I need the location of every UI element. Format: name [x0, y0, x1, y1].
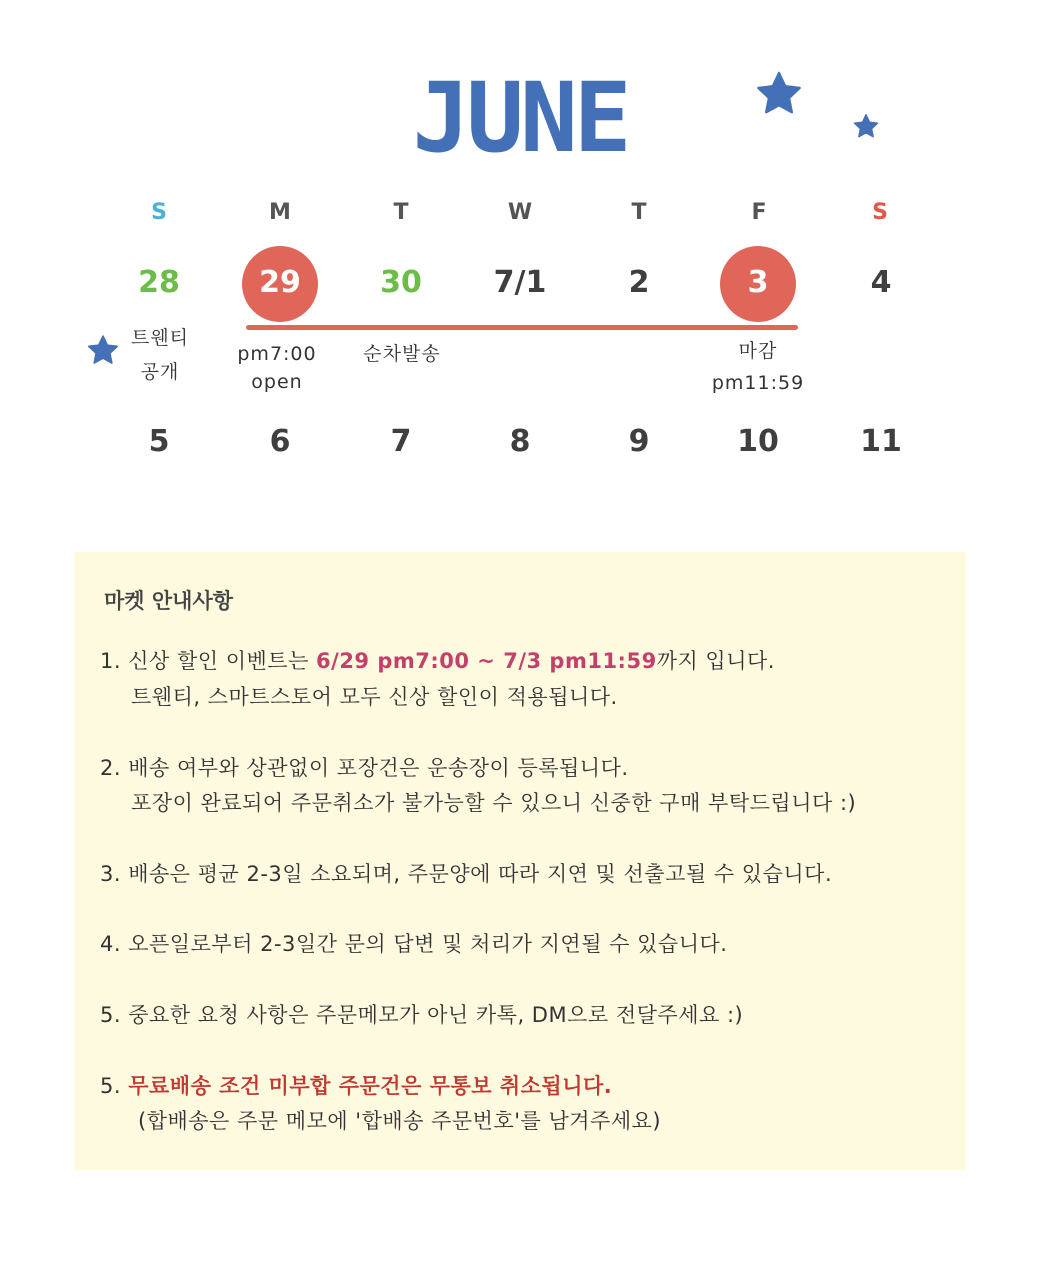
event-range-line: [246, 325, 798, 330]
notice-title: 마켓 안내사항: [104, 589, 234, 613]
notice-item-6-line2: (합배송은 주문 메모에 '합배송 주문번호'를 남겨주세요): [138, 1109, 662, 1133]
date-cell: 5: [148, 424, 170, 459]
date-cell: 30: [380, 265, 422, 300]
notice-item-4: 4. 오픈일로부터 2-3일간 문의 답변 및 처리가 지연될 수 있습니다.: [100, 932, 728, 956]
star-icon: [852, 113, 880, 140]
date-cell: 6: [269, 424, 291, 459]
note-text: pm11:59: [711, 372, 805, 394]
star-icon: [754, 70, 804, 118]
date-cell: 3: [747, 265, 769, 300]
warning-text: 무료배송 조건 미부합 주문건은 무통보 취소됩니다.: [128, 1074, 613, 1098]
date-cell: 4: [870, 265, 892, 300]
notice-text: 1. 신상 할인 이벤트는: [100, 649, 317, 673]
weekday-mon: M: [269, 200, 291, 225]
note-sun: [115, 324, 205, 386]
note-text: 트웬티: [130, 327, 190, 349]
date-cell: 11: [860, 424, 902, 459]
weekday-fri: F: [751, 200, 767, 225]
notice-item-2: 2. 배송 여부와 상관없이 포장건은 운송장이 등록됩니다.: [100, 756, 629, 780]
weekday-wed: W: [507, 200, 533, 225]
note-text: open: [251, 371, 303, 393]
weekday-thu: T: [631, 200, 647, 225]
notice-item-1: [100, 645, 775, 675]
date-cell: 7/1: [493, 265, 547, 300]
notice-item-2-line2: 포장이 완료되어 주문취소가 불가능할 수 있으니 신중한 구매 부탁드립니다 :): [131, 791, 857, 815]
date-cell: 28: [138, 265, 180, 300]
notice-item-5: 5. 중요한 요청 사항은 주문메모가 아닌 카톡, DM으로 전달주세요 :): [100, 1003, 744, 1027]
notice-text: 5.: [100, 1074, 129, 1098]
notice-item-6: [100, 1070, 612, 1100]
weekday-tue: T: [393, 200, 409, 225]
note-text: 공개: [140, 361, 180, 383]
event-period: 6/29 pm7:00 ~ 7/3 pm11:59: [316, 649, 657, 673]
date-cell: 8: [509, 424, 531, 459]
weekday-sun: S: [151, 200, 167, 225]
date-cell: 7: [390, 424, 412, 459]
notice-text: 까지 입니다.: [656, 649, 775, 673]
note-tue: 순차발송: [363, 343, 441, 365]
date-cell: 10: [737, 424, 779, 459]
date-cell: 9: [628, 424, 650, 459]
notice-item-1-line2: 트웬티, 스마트스토어 모두 신상 할인이 적용됩니다.: [131, 685, 618, 709]
weekday-sat: S: [872, 200, 888, 225]
date-cell: 2: [628, 265, 650, 300]
date-cell: 29: [259, 265, 301, 300]
note-fri: [700, 337, 816, 397]
notice-item-3: 3. 배송은 평균 2-3일 소요되며, 주문양에 따라 지연 및 선출고될 수 있습니다.: [100, 862, 833, 886]
note-text: 마감: [738, 340, 778, 362]
month-title: JUNE: [412, 62, 628, 174]
note-mon: [222, 340, 332, 396]
note-text: pm7:00: [237, 343, 317, 365]
